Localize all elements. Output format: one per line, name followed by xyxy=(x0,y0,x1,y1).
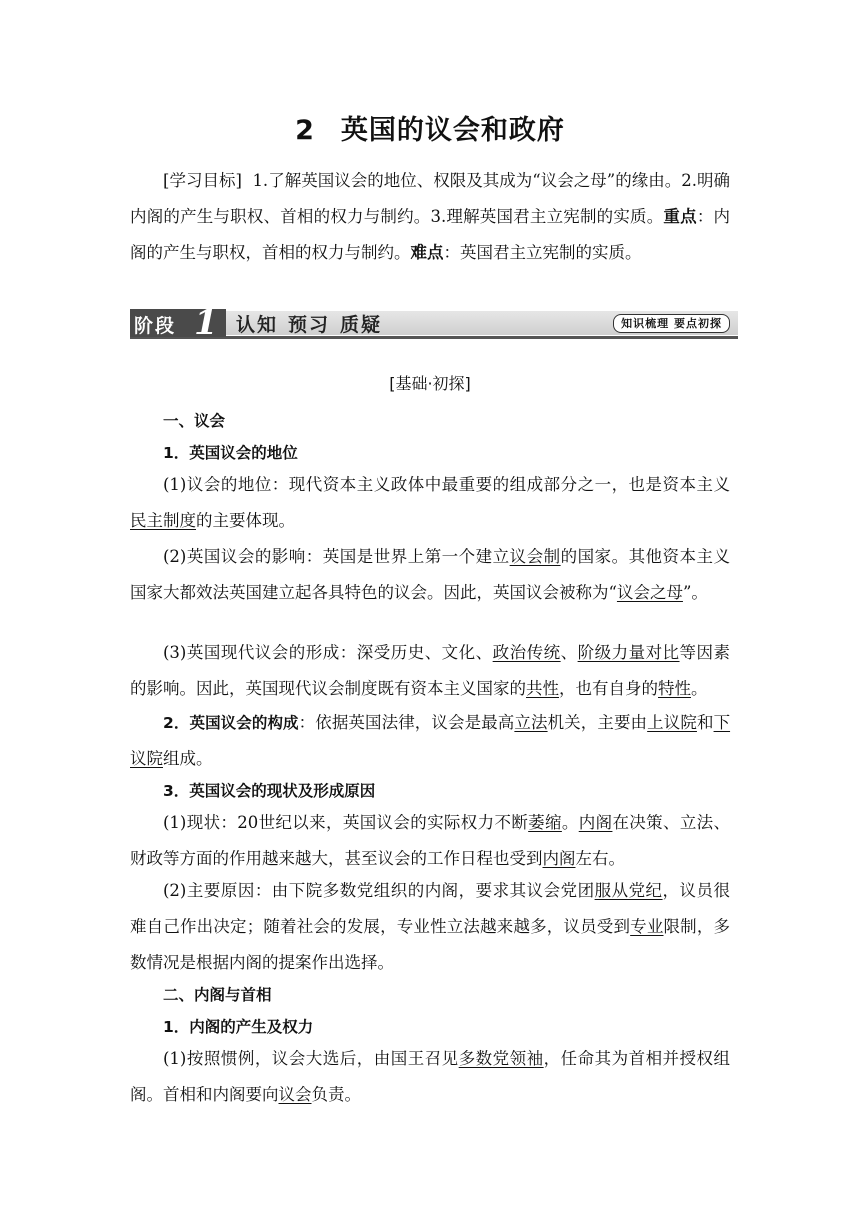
text-run: ：依据英国法律，议会是最高 xyxy=(298,713,515,732)
section-label: [基础·初探] xyxy=(389,374,471,393)
underlined-term: 内阁 xyxy=(578,813,613,832)
subheading-cabinet-origin: 1．内阁的产生及权力 xyxy=(163,1018,314,1036)
stage-title-word: 质疑 xyxy=(340,314,383,336)
underlined-term: 政治传统 xyxy=(492,643,561,662)
text-run: 和 xyxy=(696,713,714,732)
paragraph-composition xyxy=(130,705,730,777)
underlined-term: 萎缩 xyxy=(528,813,562,832)
lesson-number: 2 xyxy=(295,115,315,146)
paragraph-current-status xyxy=(130,805,730,877)
text-run: 等因素的影响。因此，英国现代议会制度既有资本主义国家的 xyxy=(130,643,731,698)
text-run: 、 xyxy=(560,643,578,662)
subheading-status: 1．英国议会的地位 xyxy=(163,444,298,462)
stage-badge xyxy=(130,303,226,343)
stage-number: 1 xyxy=(194,303,218,343)
difficult-points-label: 难点 xyxy=(410,243,444,262)
underlined-term: 下议院 xyxy=(130,713,731,768)
text-run: (2)主要原因：由下院多数党组织的内阁，要求其议会党团 xyxy=(163,881,595,900)
text-run: (2)英国议会的影响：英国是世界上第一个建立 xyxy=(163,547,510,566)
lesson-title: 英国的议会和政府 xyxy=(340,115,565,146)
text-run: (3)英国现代议会的形成：深受历史、文化、 xyxy=(163,643,493,662)
page-title xyxy=(0,108,860,147)
text-run: ”。 xyxy=(682,583,708,602)
text-run: 。 xyxy=(691,679,708,698)
subheading-current-status: 3．英国议会的现状及形成原因 xyxy=(163,782,376,800)
text-run: ，议员很难自己作出决定；随着社会的发展，专业性立法越来越多，议员受到 xyxy=(130,881,731,936)
stage-banner xyxy=(130,303,738,343)
underlined-term: 多数党领袖 xyxy=(458,1049,544,1068)
paragraph-cabinet-origin xyxy=(130,1041,730,1113)
stage-tag: 知识梳理 要点初探 xyxy=(613,314,730,333)
underlined-term: 上议院 xyxy=(647,713,697,732)
text-run: 组成。 xyxy=(163,749,213,768)
underlined-term: 专业 xyxy=(630,917,664,936)
text-run: (1)按照惯例，议会大选后，由国王召见 xyxy=(163,1049,459,1068)
underlined-term: 内阁 xyxy=(542,849,576,868)
stage-title-word: 认知 xyxy=(236,314,279,336)
heading-parliament: 一、议会 xyxy=(163,412,226,430)
text-run: ，也有自身的 xyxy=(559,679,658,698)
objectives-label: [学习目标] xyxy=(163,171,242,190)
text-run: (1)现状：20世纪以来，英国议会的实际权力不断 xyxy=(163,813,529,832)
text-run: ，任命其为首相并授权组阁。首相和内阁要向 xyxy=(130,1049,731,1104)
text-run: 在决策、立法、财政等方面的作用越来越大，甚至议会的工作日程也受到 xyxy=(130,813,731,868)
underlined-term: 议会制 xyxy=(509,547,561,566)
underlined-term: 民主制度 xyxy=(130,511,196,530)
difficult-points-text: ：英国君主立宪制的实质。 xyxy=(443,243,642,262)
text-run: 。 xyxy=(561,813,579,832)
text-run: 的主要体现。 xyxy=(196,511,295,530)
key-points-label: 重点 xyxy=(663,207,697,226)
text-run: (1)议会的地位：现代资本主义政体中最重要的组成部分之一，也是资本主义 xyxy=(163,475,730,494)
learning-objectives xyxy=(130,163,730,271)
stage-label: 阶段 xyxy=(134,315,177,337)
stage-title-word: 预习 xyxy=(288,314,331,336)
text-run: 限制，多数情况是根据内阁的提案作出选择。 xyxy=(130,917,731,972)
text-run: 机关，主要由 xyxy=(547,713,648,732)
heading-cabinet: 二、内阁与首相 xyxy=(163,986,272,1004)
underlined-term: 议会之母 xyxy=(616,583,683,602)
stage-title xyxy=(236,310,392,337)
underlined-term: 阶级力量对比 xyxy=(577,643,680,662)
underlined-term: 立法 xyxy=(514,713,548,732)
key-points-text: ：内阁的产生与职权，首相的权力与制约。 xyxy=(130,207,731,262)
paragraph-main-reasons xyxy=(130,873,730,981)
underlined-term: 共性 xyxy=(526,679,559,698)
underlined-term: 议会 xyxy=(278,1085,312,1104)
text-run: 的国家。其他资本主义国家大都效法英国建立起各具特色的议会。因此，英国议会被称为“ xyxy=(130,547,731,602)
inline-heading: 2．英国议会的构成 xyxy=(163,714,299,732)
paragraph-influence xyxy=(130,539,730,611)
text-run: 左右。 xyxy=(575,849,625,868)
text-run: 负责。 xyxy=(311,1085,361,1104)
objectives-text: 1.了解英国议会的地位、权限及其成为“议会之母”的缘由。2.明确内阁的产生与职权、首相的权力与制约。3.理解英国君主立宪制的实质。 xyxy=(130,171,731,226)
paragraph-formation xyxy=(130,635,730,707)
underlined-term: 服从党纪 xyxy=(594,881,663,900)
paragraph-status xyxy=(130,467,730,539)
underlined-term: 特性 xyxy=(658,679,691,698)
